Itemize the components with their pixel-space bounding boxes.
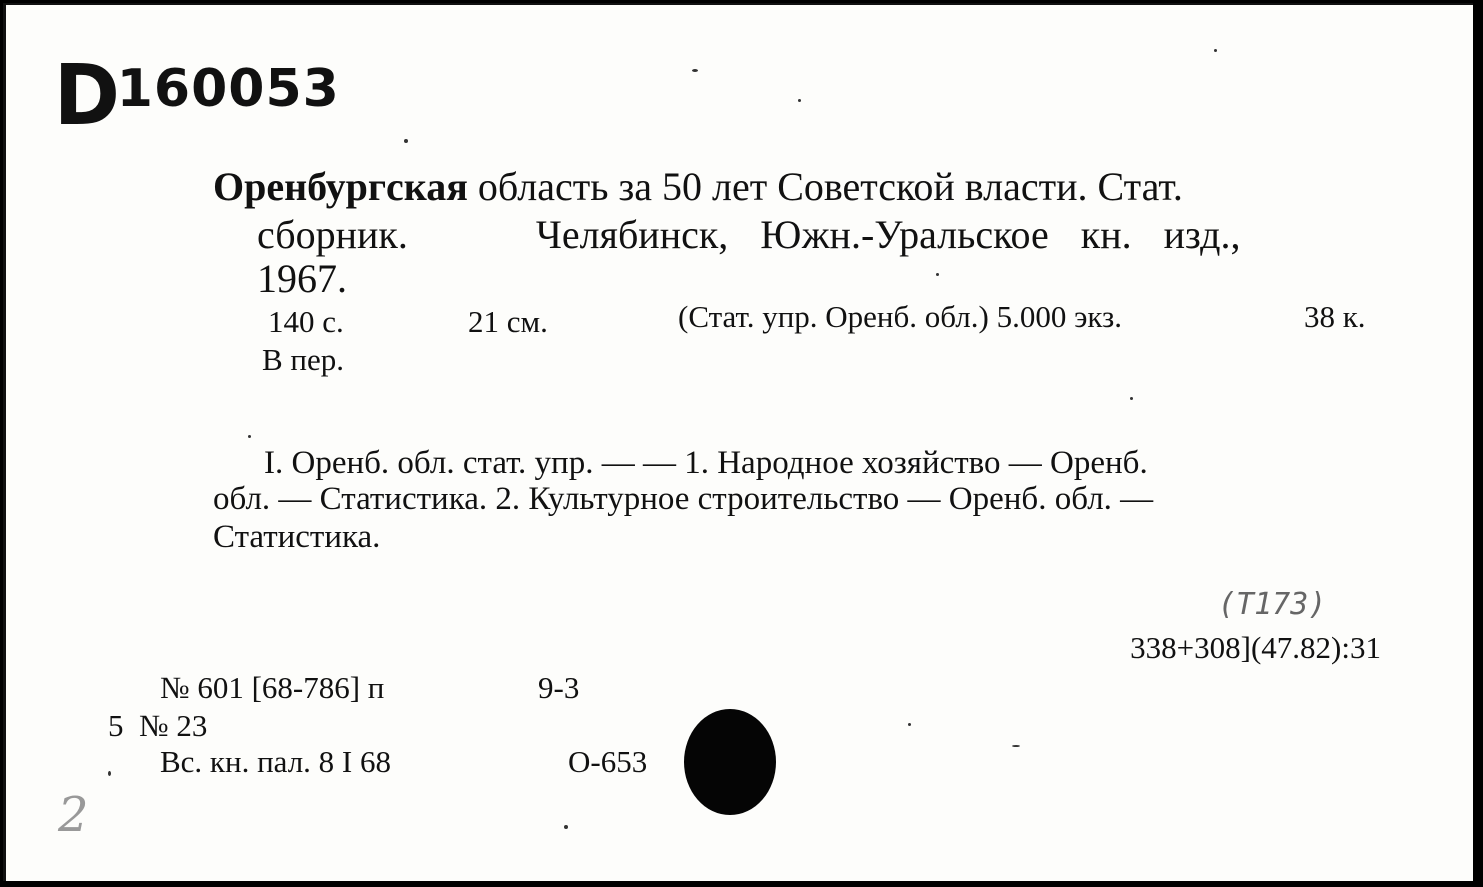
order-code: О-653 — [568, 744, 648, 779]
record-line-2: 5 № 23 — [108, 708, 208, 743]
catalog-number-digits: 160053 — [116, 59, 340, 119]
catalog-number — [52, 46, 340, 144]
title-line — [213, 165, 1183, 209]
catalog-card — [3, 3, 1473, 881]
physical-pages: 140 с. — [268, 304, 344, 339]
subjects-line-2: обл. — Статистика. 2. Культурное строительство — Оренб. обл. — — [213, 481, 1154, 517]
price: 38 к. — [1304, 299, 1366, 334]
chamber-reference: Вс. кн. пал. 8 I 68 — [160, 744, 392, 779]
speck — [936, 273, 939, 276]
speck — [248, 435, 251, 438]
record-number: № 601 [68-786] п — [160, 670, 385, 705]
speck — [908, 723, 911, 726]
record-code: 9-3 — [538, 670, 580, 705]
speck — [1214, 49, 1217, 52]
classification-index: 338+308](47.82):31 — [1130, 630, 1381, 665]
ink-blot — [684, 709, 776, 815]
title-rest: область за 50 лет Советской власти. Стат. — [467, 164, 1183, 209]
pencil-note: (Т173) — [1218, 587, 1327, 622]
speck — [1130, 397, 1133, 400]
handwritten-mark: 2 — [58, 787, 89, 843]
speck — [1012, 745, 1020, 747]
physical-size: 21 см. — [468, 304, 548, 339]
publication-line-2: 1967. — [257, 256, 347, 301]
title-bold: Оренбургская — [213, 164, 468, 209]
publication-line-1: сборник. Челябинск, Южн.-Уральское кн. изд., — [257, 212, 1241, 257]
speck — [108, 771, 111, 776]
speck — [798, 99, 801, 102]
speck — [404, 139, 408, 143]
speck — [564, 825, 568, 829]
speck — [692, 69, 698, 72]
catalog-prefix: D — [53, 46, 121, 144]
binding: В пер. — [262, 342, 345, 377]
subjects-line-1: I. Оренб. обл. стат. упр. — — 1. Народное хозяйство — Оренб. — [264, 445, 1148, 481]
subjects-line-3: Статистика. — [213, 519, 381, 555]
physical-series: (Стат. упр. Оренб. обл.) 5.000 экз. — [678, 299, 1123, 334]
